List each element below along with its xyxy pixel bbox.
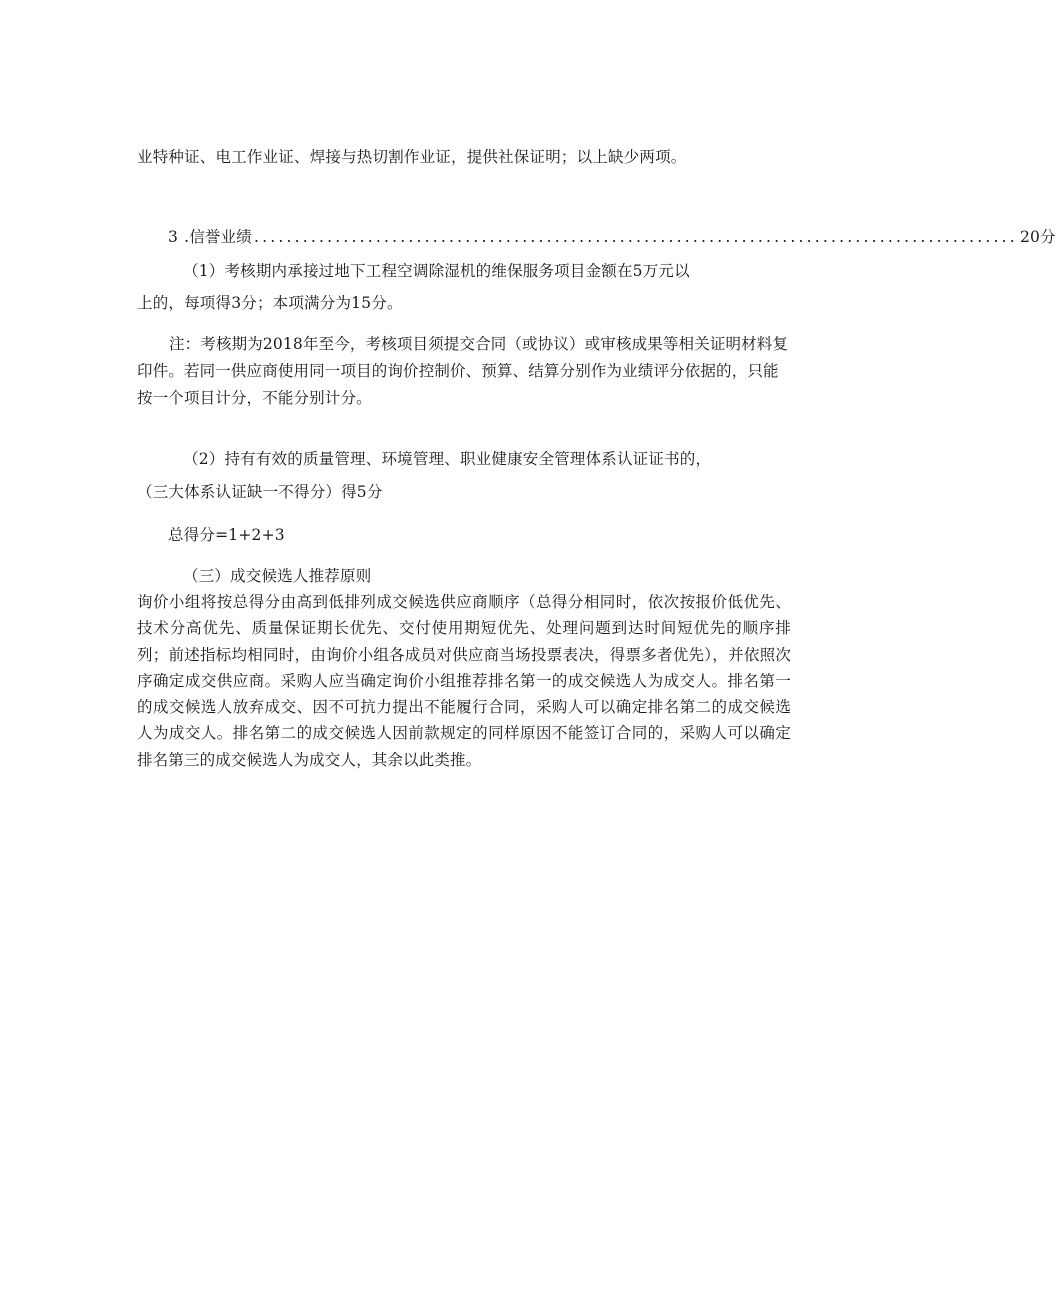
item-1-line-a: （1）考核期内承接过地下工程空调除湿机的维保服务项目金额在5万元以	[183, 262, 690, 280]
assessment-note: 注：考核期为2018年至今，考核项目须提交合同（或协议）或审核成果等相关证明材料复印件。若同一供应商使用同一项目的询价控制价、预算、结算分别作为业绩评分依据的，只能按一个项目计分，不能分别计分。	[137, 335, 789, 407]
item-2-line-b: （三大体系认证缺一不得分）得5分	[137, 483, 383, 501]
total-score-formula: 总得分=1+2+3	[168, 526, 285, 544]
item-2-line-a: （2）持有有效的质量管理、环境管理、职业健康安全管理体系认证证书的，	[183, 450, 712, 468]
heading-number: 3	[168, 228, 179, 246]
section-title: （三）成交候选人推荐原则	[183, 567, 372, 585]
heading-title: .信誉业绩	[184, 228, 252, 246]
item-1-line-b: 上的，每项得3分；本项满分为15分。	[137, 294, 403, 312]
heading-score: 20分	[1019, 228, 1056, 246]
reputation-performance-heading	[168, 226, 1056, 248]
heading-leader-dots: ..............................................................................................	[254, 228, 1018, 246]
recommendation-principle-paragraph: 询价小组将按总得分由高到低排列成交候选供应商顺序（总得分相同时，依次按报价低优先、技术分高优先、质量保证期长优先、交付使用期短优先、处理问题到达时间短优先的顺序排列；前述指标均相同时，由询价小组各成员对供应商当场投票表决，得票多者优先），并依照次序确定成交供应商。采购人应当确定询价小组推荐排名第一的成交候选人为成交人。排名第一的成交候选人放弃成交、因不可抗力提出不能履行合同，采购人可以确定排名第二的成交候选人为成交人。排名第二的成交候选人因前款规定的同样原因不能签订合同的，采购人可以确定排名第三的成交候选人为成交人，其余以此类推。	[137, 593, 791, 769]
certificate-requirement-line: 业特种证、电工作业证、焊接与热切割作业证，提供社保证明；以上缺少两项。	[137, 148, 687, 166]
